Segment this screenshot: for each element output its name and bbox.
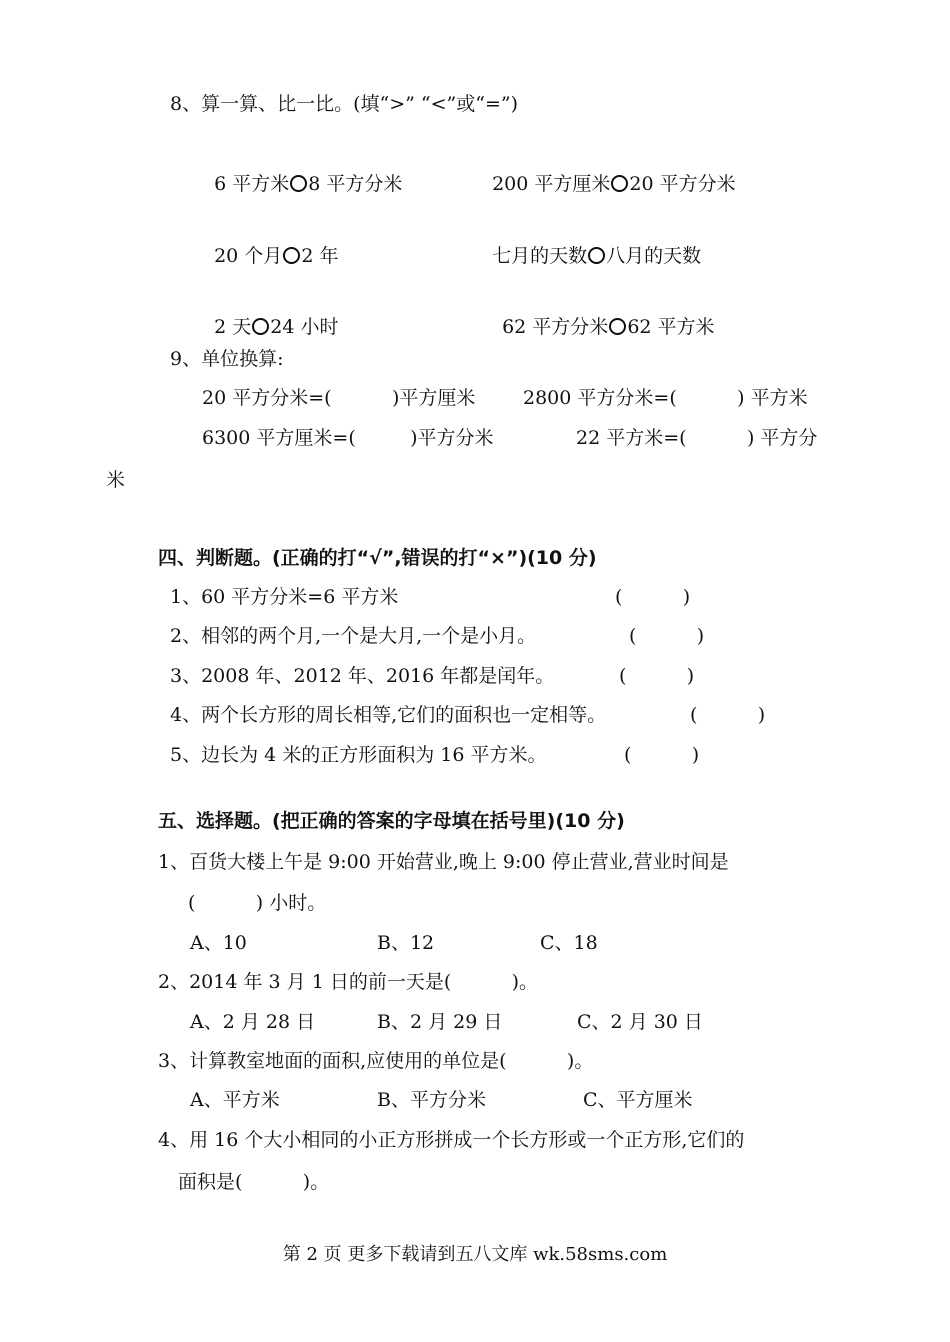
choice-option-b[interactable]: B、平方分米 (377, 1089, 486, 1111)
answer-circle[interactable] (283, 247, 300, 264)
choice-question: 2、2014 年 3 月 1 日的前一天是( )。 (158, 971, 539, 993)
choice-option-a[interactable]: A、10 (190, 932, 247, 954)
conversion-wrap: 米 (106, 469, 126, 491)
compare-left-a: 2 天 (214, 316, 252, 338)
compare-right-a: 七月的天数 (492, 245, 588, 267)
judge-item: 4、两个长方形的周长相等,它们的面积也一定相等。 (170, 704, 607, 726)
q8-title: 8、算一算、比一比。(填“>” “<”或“=”) (170, 93, 518, 115)
section4-heading: 四、判断题。(正确的打“√”,错误的打“×”)(10 分) (158, 547, 597, 569)
judge-item: 2、相邻的两个月,一个是大月,一个是小月。 (170, 625, 537, 647)
compare-row (202, 220, 338, 268)
choice-option-a[interactable]: A、2 月 28 日 (190, 1011, 316, 1033)
compare-row (480, 148, 736, 196)
judge-paren[interactable]: ( ) (619, 665, 695, 687)
answer-circle[interactable] (611, 175, 628, 192)
judge-paren[interactable]: ( ) (629, 625, 705, 647)
choice-question: 1、百货大楼上午是 9:00 开始营业,晚上 9:00 停止营业,营业时间是 (158, 851, 729, 873)
answer-circle[interactable] (609, 318, 626, 335)
compare-right-b: 八月的天数 (606, 245, 702, 267)
conversion-item: 2800 平方分米=( ) 平方米 (523, 387, 808, 409)
compare-right-b: 20 平方分米 (629, 173, 736, 195)
q9-title: 9、单位换算: (170, 348, 284, 370)
choice-option-a[interactable]: A、平方米 (190, 1089, 280, 1111)
choice-question: 4、用 16 个大小相同的小正方形拼成一个长方形或一个正方形,它们的 (158, 1129, 745, 1151)
compare-left-b: 2 年 (301, 245, 339, 267)
page-footer: 第 2 页 更多下载请到五八文库 wk.58sms.com (282, 1244, 668, 1265)
choice-question: ( ) 小时。 (188, 892, 327, 914)
compare-left-b: 24 小时 (270, 316, 339, 338)
answer-circle[interactable] (588, 247, 605, 264)
compare-row (490, 291, 715, 339)
choice-option-c[interactable]: C、2 月 30 日 (577, 1011, 703, 1033)
choice-option-b[interactable]: B、2 月 29 日 (377, 1011, 503, 1033)
judge-paren[interactable]: ( ) (690, 704, 766, 726)
choice-option-b[interactable]: B、12 (377, 932, 435, 954)
answer-circle[interactable] (290, 175, 307, 192)
compare-left-a: 6 平方米 (214, 173, 290, 195)
choice-question: 面积是( )。 (178, 1171, 330, 1193)
compare-right-a: 62 平方分米 (502, 316, 609, 338)
compare-row (480, 220, 701, 268)
choice-question: 3、计算教室地面的面积,应使用的单位是( )。 (158, 1050, 594, 1072)
compare-row (202, 291, 338, 339)
conversion-item: 20 平方分米=( )平方厘米 (202, 387, 476, 409)
choice-option-c[interactable]: C、平方厘米 (583, 1089, 693, 1111)
section5-heading: 五、选择题。(把正确的答案的字母填在括号里)(10 分) (158, 810, 625, 832)
choice-option-c[interactable]: C、18 (540, 932, 598, 954)
judge-item: 1、60 平方分米=6 平方米 (170, 586, 399, 608)
judge-item: 3、2008 年、2012 年、2016 年都是闰年。 (170, 665, 555, 687)
judge-item: 5、边长为 4 米的正方形面积为 16 平方米。 (170, 744, 547, 766)
compare-left-b: 8 平方分米 (308, 173, 403, 195)
judge-paren[interactable]: ( ) (624, 744, 700, 766)
compare-row (202, 148, 402, 196)
judge-paren[interactable]: ( ) (615, 586, 691, 608)
compare-left-a: 20 个月 (214, 245, 283, 267)
compare-right-a: 200 平方厘米 (492, 173, 611, 195)
conversion-item: 6300 平方厘米=( )平方分米 (202, 427, 494, 449)
compare-right-b: 62 平方米 (627, 316, 715, 338)
answer-circle[interactable] (252, 318, 269, 335)
conversion-item: 22 平方米=( ) 平方分 (576, 427, 818, 449)
